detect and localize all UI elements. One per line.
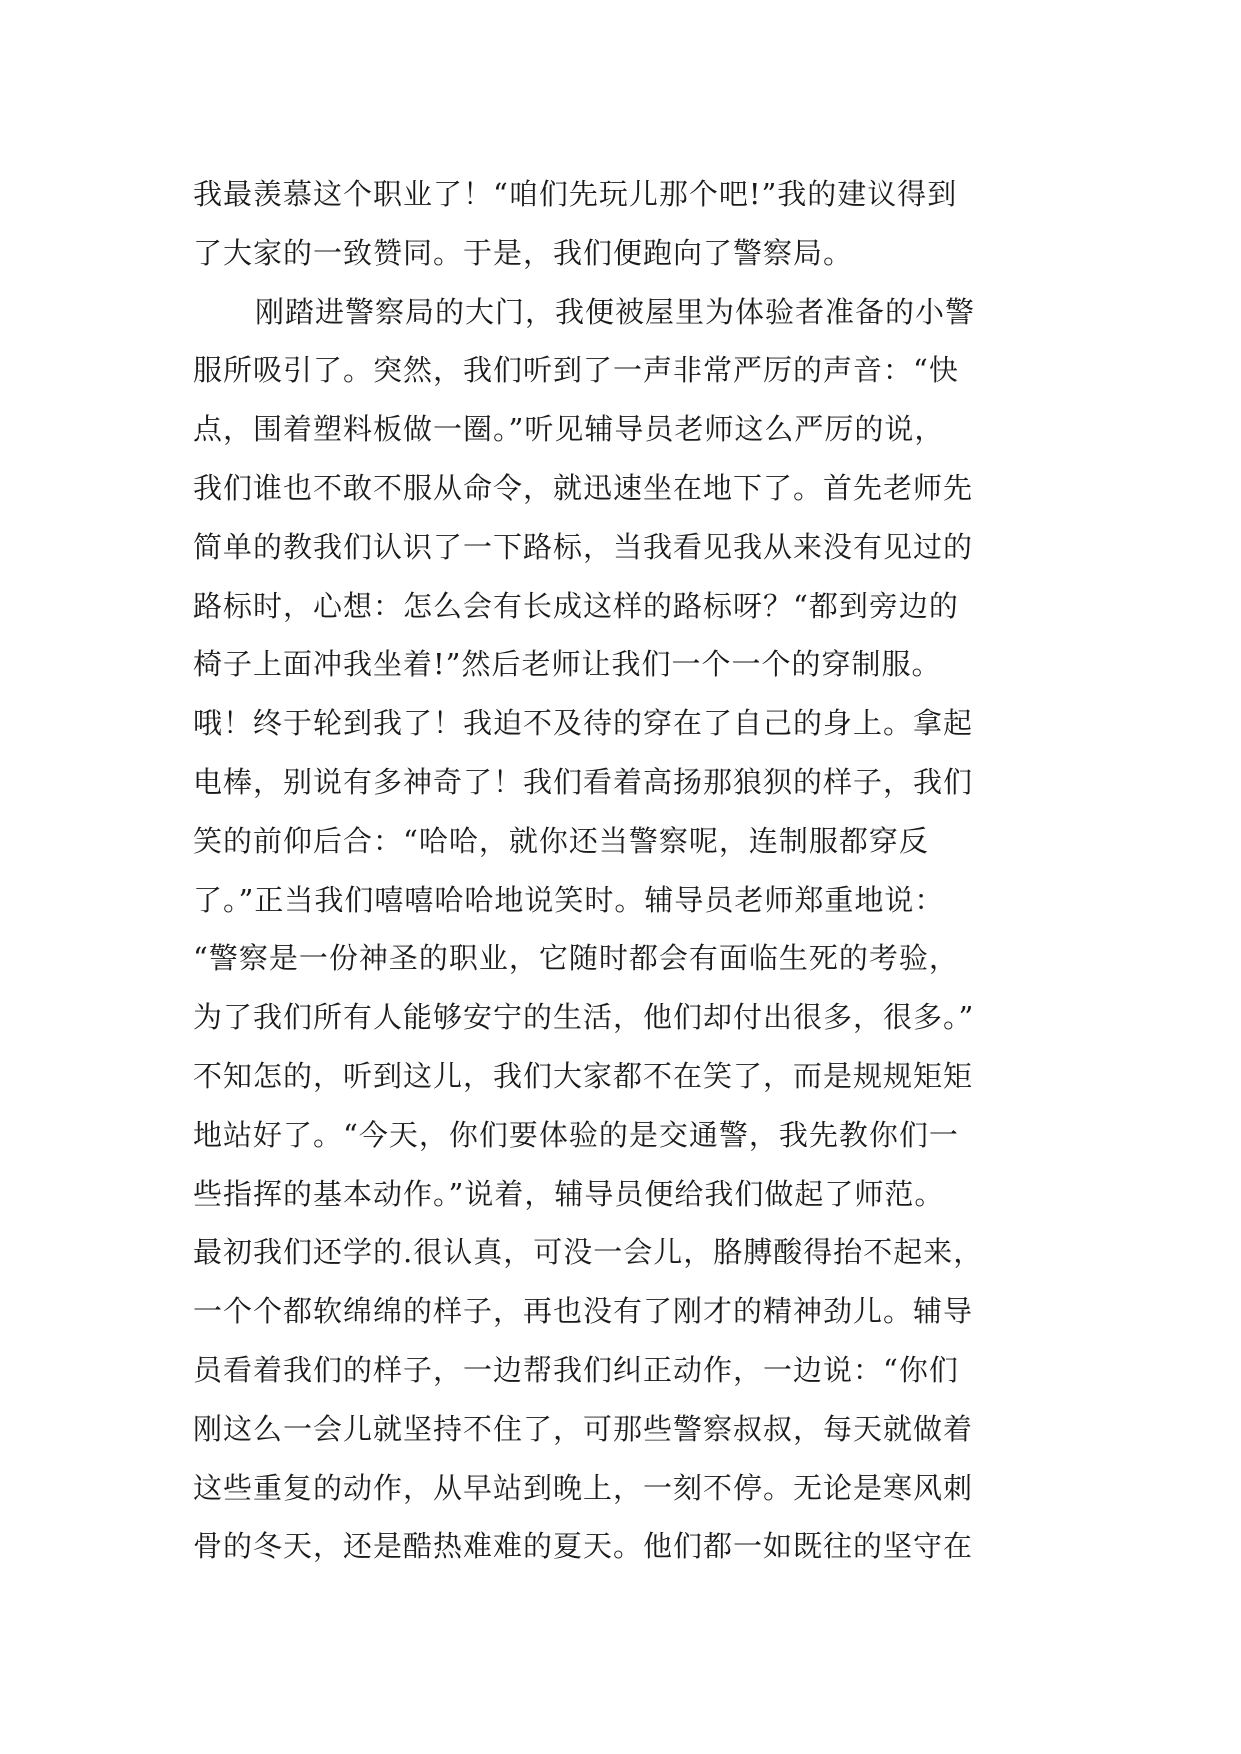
text-line: 了。”正当我们嘻嘻哈哈地说笑时。辅导员老师郑重地说： bbox=[193, 882, 945, 917]
text-line: 简单的教我们认识了一下路标，当我看见我从来没有见过的 bbox=[193, 529, 974, 564]
text-line: 了大家的一致赞同。于是，我们便跑向了警察局。 bbox=[193, 235, 854, 270]
text-line: 椅子上面冲我坐着!”然后老师让我们一个一个的穿制服。 bbox=[193, 647, 942, 682]
text-line: 最初我们还学的.很认真，可没一会儿，胳膊酸得抬不起来， bbox=[193, 1235, 984, 1270]
document-body-text bbox=[193, 165, 1073, 1576]
text-line: 员看着我们的样子，一边帮我们纠正动作，一边说：“你们 bbox=[193, 1352, 959, 1387]
text-line: 路标时，心想：怎么会有长成这样的路标呀？“都到旁边的 bbox=[193, 588, 959, 623]
text-line: 不知怎的，听到这儿，我们大家都不在笑了，而是规规矩矩 bbox=[193, 1058, 974, 1093]
text-line: 地站好了。“今天，你们要体验的是交通警，我先教你们一 bbox=[193, 1117, 959, 1152]
text-line: 笑的前仰后合：“哈哈，就你还当警察呢，连制服都穿反 bbox=[193, 823, 929, 858]
text-line: 刚踏进警察局的大门，我便被屋里为体验者准备的小警 bbox=[255, 294, 976, 329]
text-line: 些指挥的基本动作。”说着，辅导员便给我们做起了师范。 bbox=[193, 1176, 945, 1211]
text-line: 为了我们所有人能够安宁的生活，他们却付出很多，很多。” bbox=[193, 1000, 975, 1035]
text-line: 我最羡慕这个职业了！“咱们先玩儿那个吧!”我的建议得到 bbox=[193, 177, 958, 211]
text-line: 这些重复的动作，从早站到晚上，一刻不停。无论是寒风刺 bbox=[193, 1470, 974, 1505]
text-line: 哦！终于轮到我了！我迫不及待的穿在了自己的身上。拿起 bbox=[193, 706, 974, 741]
text-line: 一个个都软绵绵的样子，再也没有了刚才的精神劲儿。辅导 bbox=[193, 1294, 974, 1329]
text-line: 我们谁也不敢不服从命令，就迅速坐在地下了。首先老师先 bbox=[193, 470, 974, 505]
text-line: 骨的冬天，还是酷热难难的夏天。他们都一如既往的坚守在 bbox=[193, 1529, 974, 1564]
text-line: 点，围着塑料板做一圈。”听见辅导员老师这么严厉的说， bbox=[193, 412, 945, 447]
text-line: 电棒，别说有多神奇了！我们看着高扬那狼狈的样子，我们 bbox=[193, 764, 974, 799]
text-line: 刚这么一会儿就坚持不住了，可那些警察叔叔，每天就做着 bbox=[193, 1411, 974, 1446]
text-line: 服所吸引了。突然，我们听到了一声非常严厉的声音：“快 bbox=[193, 353, 959, 388]
text-line: “警察是一份神圣的职业，它随时都会有面临生死的考验， bbox=[193, 941, 959, 976]
